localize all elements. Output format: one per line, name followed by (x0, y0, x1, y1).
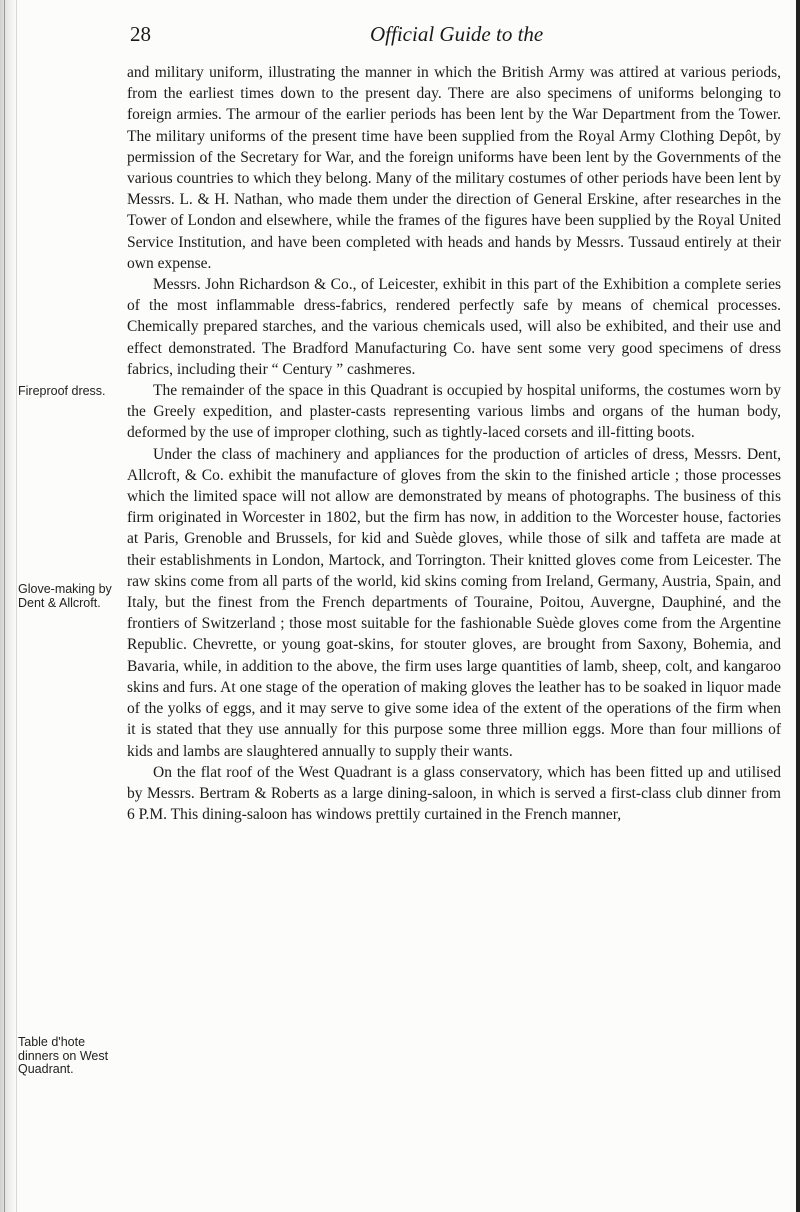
paragraph-glove-making: Under the class of machinery and appliances for the production of articles of dress, Messrs. Dent, Allcroft, & Co. exhibit the manufacture of gloves from the skin to the finished article ; those processes which the limited space will not allow are demonstrated by means of photographs. The business of this firm originated in Worcester in 1802, but the firm has now, in addition to the Worcester house, factories at Paris, Grenoble and Brussels, for kid and Suède gloves, while those of silk and taffeta are made at their establishments in London, Martock, and Torrington. Their knitted gloves come from Leicester. The raw skins come from all parts of the world, kid skins coming from Ireland, Germany, Austria, Spain, and Italy, but the finest from the French departments of Touraine, Poitou, Auvergne, Dauphiné, and the frontiers of Switzerland ; those most suitable for the fashionable Suède gloves come from the Argentine Republic. Chevrette, or young goat-skins, for stouter gloves, are brought from Saxony, Bohemia, and Bavaria, while, in addition to the above, the firm uses large quantities of lamb, sheep, colt, and kangaroo skins and furs. At one stage of the operation of making gloves the leather has to be soaked in liquor made of the yolks of eggs, and it may serve to give some idea of the extent of the operations of the firm when it is stated that they use annually for this purpose some three million eggs. More than four millions of kids and lambs are slaughtered annually to supply their wants. (127, 445, 781, 760)
page-header (130, 22, 670, 52)
body-text (127, 62, 781, 825)
page-right-edge (796, 0, 800, 1212)
margin-note-glove-making: Glove-making by Dent & Allcroft. (18, 582, 112, 610)
paragraph-military-uniform: and military uniform, illustrating the manner in which the British Army was attired at various periods, from the earliest times down to the present day. There are also specimens of uniforms belonging to foreign armies. The armour of the earlier periods has been lent by the War Department from the Tower. The military uniforms of the present time have been supplied from the Royal Army Clothing Depôt, by permission of the Secretary for War, and the foreign uniforms have been lent by the Governments of the various countries to which they belong. Many of the military costumes of other periods have been lent by Messrs. L. & H. Nathan, who made them under the direction of General Erskine, after researches in the Tower of London and elsewhere, while the frames of the figures have been supplied by the Royal United Service Institution, and have been completed with heads and hands by Messrs. Tussaud entirely at their own expense. (127, 64, 781, 272)
paragraph-fireproof-dress: Messrs. John Richardson & Co., of Leicester, exhibit in this part of the Exhibition a complete series of the most inflammable dress-fabrics, rendered perfectly safe by means of chemical processes. Chemically prepared starches, and the various chemicals used, will also be exhibited, and their use and effect demonstrated. The Bradford Manufacturing Co. have sent some very good specimens of dress fabrics, including their “ Century ” cashmeres. (127, 276, 781, 378)
paragraph-dining-saloon: On the flat roof of the West Quadrant is a glass conservatory, which has been fitted up and utilised by Messrs. Bertram & Roberts as a large dining-saloon, in which is served a first-class club dinner from 6 P.M. This dining-saloon has windows prettily curtained in the French manner, (127, 763, 781, 824)
margin-note-table-dhote: Table d'hote dinners on West Quadrant. (18, 1035, 109, 1076)
page-number: 28 (130, 22, 151, 46)
binding-line (4, 0, 5, 1212)
margin-note-fireproof: Fireproof dress. (18, 384, 106, 398)
running-title: Official Guide to the (370, 22, 544, 46)
page-binding-edge (0, 0, 17, 1212)
paragraph-quadrant-remainder: The remainder of the space in this Quadrant is occupied by hospital uniforms, the costumes worn by the Greely expedition, and plaster-casts representing various limbs and organs of the human body, deformed by the use of improper clothing, such as tightly-laced corsets and ill-fitting boots. (127, 382, 781, 442)
